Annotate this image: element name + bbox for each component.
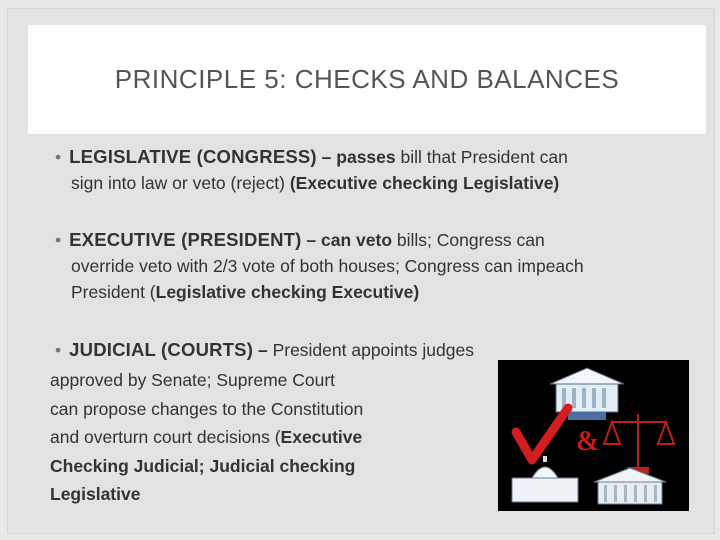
- bullet-text: President (: [71, 282, 156, 302]
- bullet-text: bills; Congress can: [392, 230, 545, 250]
- bullet-continuation: approved by Senate; Supreme Court: [50, 370, 336, 390]
- bullet-lead: JUDICIAL (COURTS): [69, 339, 254, 360]
- bullet-continuation: override veto with 2/3 vote of both houses; Congress can impeach: [71, 256, 584, 276]
- bullet-judicial: [55, 337, 474, 363]
- bullet-dash: –: [316, 147, 337, 167]
- bullet-continuation: can propose changes to the Constitution: [50, 398, 364, 419]
- bullet-lead: LEGISLATIVE (CONGRESS): [69, 146, 317, 167]
- bullet-continuation: [55, 279, 584, 305]
- bullet-lead: EXECUTIVE (PRESIDENT): [69, 229, 302, 250]
- bullet-continuation: Checking Judicial; Judicial checking: [50, 455, 356, 476]
- slide-title: PRINCIPLE 5: CHECKS AND BALANCES: [114, 64, 620, 94]
- bullet-emphasis: Legislative checking Executive): [155, 282, 420, 302]
- bullet-text: President appoints judges: [272, 340, 474, 360]
- illustration-svg: [498, 360, 689, 511]
- bullet-continuation: [55, 170, 568, 196]
- bullet-emphasis: Executive: [280, 427, 363, 447]
- bullet-dot: •: [55, 340, 62, 360]
- ampersand-icon: &: [576, 426, 600, 457]
- bullet-emphasis: passes: [336, 147, 396, 167]
- bullet-dash: –: [301, 230, 322, 250]
- bullet-emphasis: (Executive checking Legislative): [289, 173, 560, 193]
- judicial-continuation: [50, 366, 363, 509]
- bullet-continuation: Legislative: [50, 484, 141, 504]
- bullet-executive: [55, 227, 584, 305]
- bullet-dot: •: [55, 230, 62, 250]
- bullet-emphasis: can veto: [321, 230, 393, 250]
- bullet-dash: –: [253, 340, 273, 360]
- bullet-text: bill that President can: [395, 147, 568, 167]
- bullet-text: sign into law or veto (reject): [71, 173, 290, 193]
- bullet-continuation: [50, 423, 363, 452]
- checks-and-balances-illustration: [498, 360, 689, 511]
- bullet-dot: •: [55, 147, 62, 167]
- bullet-text: and overturn court decisions (: [50, 427, 281, 447]
- bullet-legislative: [55, 144, 568, 196]
